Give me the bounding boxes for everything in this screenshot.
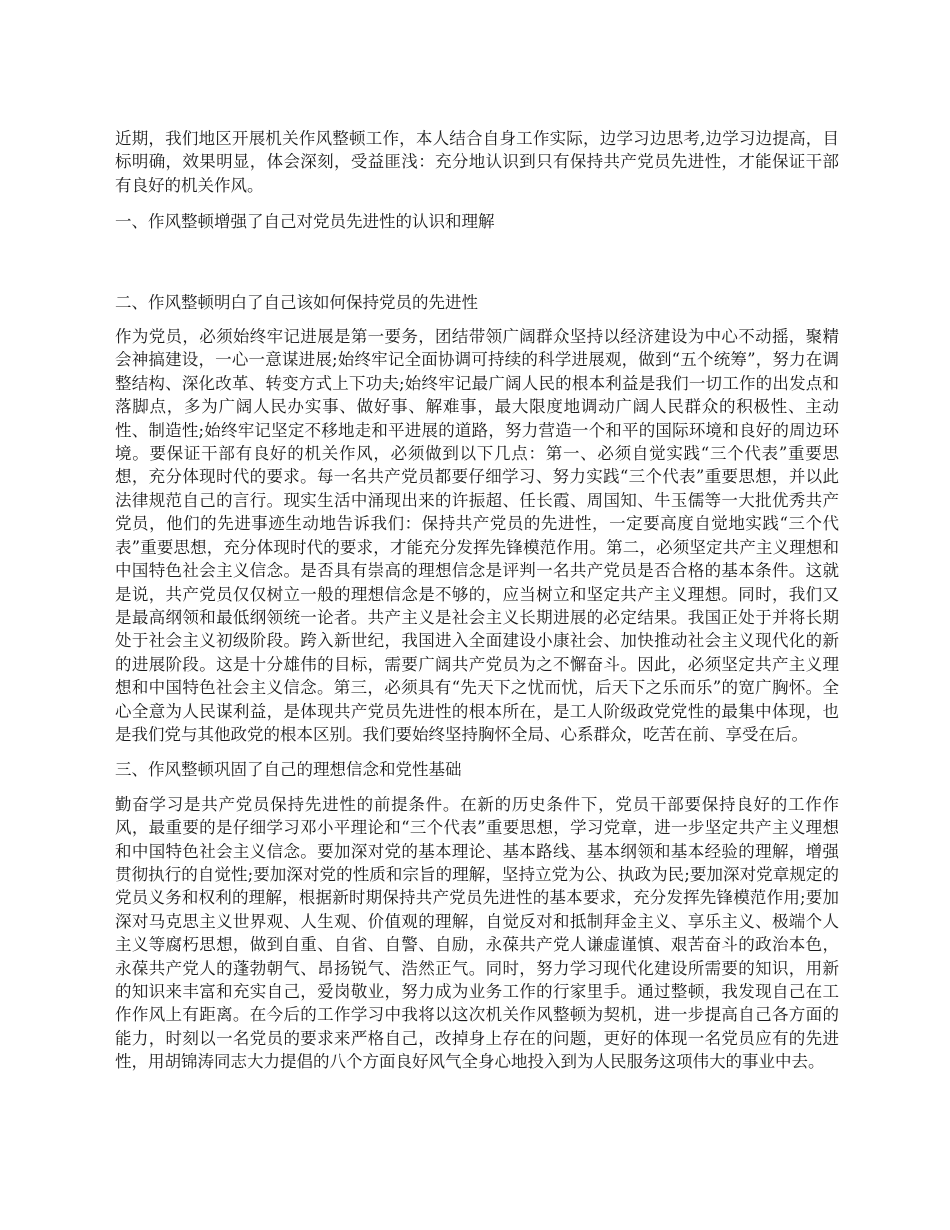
document-body	[115, 127, 839, 1074]
intro-paragraph: 近期，我们地区开展机关作风整顿工作，本人结合自身工作实际，边学习边思考,边学习边提高，目标明确，效果明显，体会深刻，受益匪浅：充分地认识到只有保持共产党员先进性，才能保证干部有良好的机关作风。	[115, 129, 839, 195]
section-3-paragraph: 勤奋学习是共产党员保持先进性的前提条件。在新的历史条件下，党员干部要保持良好的工作作风，最重要的是仔细学习邓小平理论和“三个代表”重要思想，学习党章，进一步坚定共产主义理想和中国特色社会主义信念。要加深对党的基本理论、基本路线、基本纲领和基本经验的理解，增强贯彻执行的自觉性;要加深对党的性质和宗旨的理解，坚持立党为公、执政为民;要加深对党章规定的党员义务和权利的理解，根据新时期保持共产党员先进性的基本要求，充分发挥先锋模范作用;要加深对马克思主义世界观、人生观、价值观的理解，自觉反对和抵制拜金主义、享乐主义、极端个人主义等腐朽思想，做到自重、自省、自警、自励，永葆共产党人谦虚谨慎、艰苦奋斗的政治本色，永葆共产党人的蓬勃朝气、昂扬锐气、浩然正气。同时，努力学习现代化建设所需要的知识，用新的知识来丰富和充实自己，爱岗敬业，努力成为业务工作的行家里手。通过整顿，我发现自己在工作作风上有距离。在今后的工作学习中我将以这次机关作风整顿为契机，进一步提高自己各方面的能力，时刻以一名党员的要求来严格自己，改掉身上存在的问题，更好的体现一名党员应有的先进性，用胡锦涛同志大力提倡的八个方面良好风气全身心地投入到为人民服务这项伟大的事业中去。	[115, 794, 839, 1072]
section-heading-1: 一、作风整顿增强了自己对党员先进性的认识和理解	[115, 212, 495, 232]
section-heading-3: 三、作风整顿巩固了自己的理想信念和党性基础	[115, 760, 462, 780]
section-heading-2: 二、作风整顿明白了自己该如何保持党员的先进性	[115, 292, 478, 312]
section-2-paragraph: 作为党员，必须始终牢记进展是第一要务，团结带领广阔群众坚持以经济建设为中心不动摇，聚精会神搞建设，一心一意谋进展;始终牢记全面协调可持续的科学进展观，做到“五个统筹”，努力在调整结构、深化改革、转变方式上下功夫;始终牢记最广阔人民的根本利益是我们一切工作的出发点和落脚点，多为广阔人民办实事、做好事、解难事，最大限度地调动广阔人民群众的积极性、主动性、制造性;始终牢记坚定不移地走和平进展的道路，努力营造一个和平的国际环境和良好的周边环境。要保证干部有良好的机关作风，必须做到以下几点：第一、必须自觉实践“三个代表”重要思想，充分体现时代的要求。每一名共产党员都要仔细学习、努力实践“三个代表”重要思想，并以此法律规范自己的言行。现实生活中涌现出来的许振超、任长霞、周国知、牛玉儒等一大批优秀共产党员，他们的先进事迹生动地告诉我们：保持共产党员的先进性，一定要高度自觉地实践“三个代表”重要思想，充分体现时代的要求，才能充分发挥先锋模范作用。第二，必须坚定共产主义理想和中国特色社会主义信念。是否具有崇高的理想信念是评判一名共产党员是否合格的基本条件。这就是说，共产党员仅仅树立一般的理想信念是不够的，应当树立和坚定共产主义理想。同时，我们又是最高纲领和最低纲领统一论者。共产主义是社会主义长期进展的必定结果。我国正处于并将长期处于社会主义初级阶段。跨入新世纪，我国进入全面建设小康社会、加快推动社会主义现代化的新的进展阶段。这是十分雄伟的目标，需要广阔共产党员为之不懈奋斗。因此，必须坚定共产主义理想和中国特色社会主义信念。第三，必须具有“先天下之忧而忧，后天下之乐而乐”的宽广胸怀。全心全意为人民谋利益，是体现共产党员先进性的根本所在，是工人阶级政党党性的最集中体现，也是我们党与其他政党的根本区别。我们要始终坚持胸怀全局、心系群众，吃苦在前、享受在后。	[115, 327, 839, 744]
